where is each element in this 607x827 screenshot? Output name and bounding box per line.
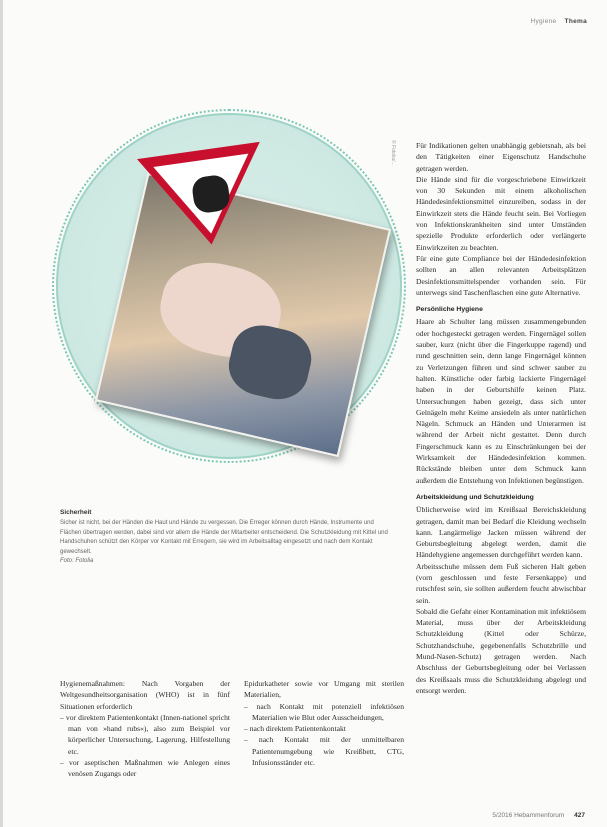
caption-title: Sicherheit (60, 509, 92, 516)
image-caption (60, 508, 395, 566)
paragraph: Sobald die Gefahr einer Kontamination mit infektiösem Material, muss über der Arbeitskleidung Schutzkleidung (Kittel oder Schürze, Schutzhandschuhe, gegebenenfalls Schutzbrille und Mund-Nasen-Schutz) getragen werden. Nach Abschluss der Geburtsbegleitung oder bei Verlassen des Kreißsaals muss die Schutzkleidung abgelegt und entsorgt werden. (416, 606, 586, 695)
paragraph: Für Indikationen gelten unabhängig gebietsnah, als bei den Tätigkeiten einer Eigenschutz Handschuhe getragen werden. (416, 141, 586, 173)
paragraph: Haare ab Schulter lang müssen zusammengebunden oder hochgesteckt getragen werden. Fingernägel sollen sauber, kurz (nicht über die Fingerkuppe ragend) und rund geschnitten sein, denn lange Fingernägel können zu Verletzungen führen und sind schwer sauber zu halten. Künstliche oder farbig lackierte Fingernägel haben in der Geburtshilfe keinen Platz. Untersuchungen haben gezeigt, dass sich unter Gelnägeln mehr Keime ansiedeln als unter natürlichen Nägeln. Schmuck an Händen und Unterarmen ist während der Arbeit nicht gestattet. Denn durch Fingerschmuck kann es zu Einschränkungen bei der Wirksamkeit der Händedesinfektion kommen. Rückstände bleiben unter dem Schmuck kann außerdem die Entstehung von Infektionen begünstigen. (416, 317, 586, 485)
section-heading: Arbeitskleidung und Schutzkleidung (416, 493, 534, 501)
paragraph: Für eine gute Compliance bei der Händedesinfektion sollten an allen relevanten Arbeitsplätzen Desinfektionsmittelspender vorhanden sein. Für unterwegs sind Taschenflaschen eine gute Alternative. (416, 253, 586, 297)
header-section: Hygiene (530, 18, 557, 25)
footer-magazine: Hebammenforum (514, 812, 565, 819)
caption-source: Foto: Fotolia (60, 558, 94, 565)
list-item: – nach Kontakt mit potenziell infektiösen Materialien wie Blut oder Ausscheidungen, (252, 701, 404, 724)
caption-text: Sicher ist nicht, bei der Händen die Haut und Hände zu vergessen. Die Erreger können durch Hände, Instrumente und Flächen übertragen werden, dabei sind vor allem die Hände der Mitarbeiter entscheidend. Die Schutzkleidung mit Kittel und Handschuhen schützt den Körper vor Kontakt mit Erregern, sie wird im Arbeitsalltag eingesetzt und nach dem Kontakt gewechselt. (60, 520, 388, 555)
footer-issue: 5/2016 (492, 812, 513, 819)
list-item: – nach Kontakt mit der unmittelbaren Patientenumgebung wie Kreißbett, CTG, Infusionsständer etc. (252, 734, 404, 768)
bottom-left-column (60, 678, 230, 780)
paragraph: Üblicherweise wird im Kreißsaal Bereichskleidung getragen, damit man bei Bedarf die Kleidung wechseln kann. Langärmelige Jacken müssen während der Geburtsbegleitung abgelegt werden, damit die Händehygiene angemessen durchgeführt werden kann. (416, 505, 586, 560)
bullet-list (60, 712, 230, 780)
page-footer (492, 812, 585, 819)
list-item: – vor aseptischen Maßnahmen wie Anlegen eines venösen Zugangs oder (68, 757, 230, 780)
photo-credit: © Fotolia/... (390, 140, 396, 166)
page-number: 427 (574, 812, 585, 819)
page-edge (0, 0, 3, 827)
section-heading: Persönliche Hygiene (416, 306, 483, 314)
paragraph: Hygienemaßnahmen: Nach Vorgaben der Weltgesundheitsorganisation (WHO) ist in fünf Situationen erforderlich (60, 679, 230, 711)
list-item: – nach direktem Patientenkontakt (252, 723, 404, 734)
list-item: – vor direktem Patientenkontakt (Innen-nationel spricht man von »hand rubs«), also zum Beispiel vor körperlicher Untersuchung, Lagerung, Hilfestellung etc. (68, 712, 230, 757)
header-topic: Thema (564, 18, 587, 25)
paragraph: Epidurkatheter sowie vor Umgang mit sterilen Materialien, (244, 679, 404, 700)
bottom-middle-column (244, 678, 404, 768)
running-header (530, 18, 587, 25)
right-column (416, 140, 586, 696)
paragraph: Arbeitsschuhe müssen dem Fuß sicheren Halt geben (vorn geschlossen und feste Fersenkappe) und rutschfest sein, sie sollten außerdem feucht abwischbar sein. (416, 561, 586, 605)
bullet-list (244, 701, 404, 769)
paragraph: Die Hände sind für die vorgeschriebene Einwirkzeit von 30 Sekunden mit einem alkoholischen Händedesinfektionsmittel einzureiben, sodass in der Einwirkzeit stets die Hände feucht sein. Bei Vorliegen von Infektionskrankheiten sind unter Umständen spezielle Produkte erforderlich oder verlängerte Einwirkzeiten zu beachten. (416, 174, 586, 252)
